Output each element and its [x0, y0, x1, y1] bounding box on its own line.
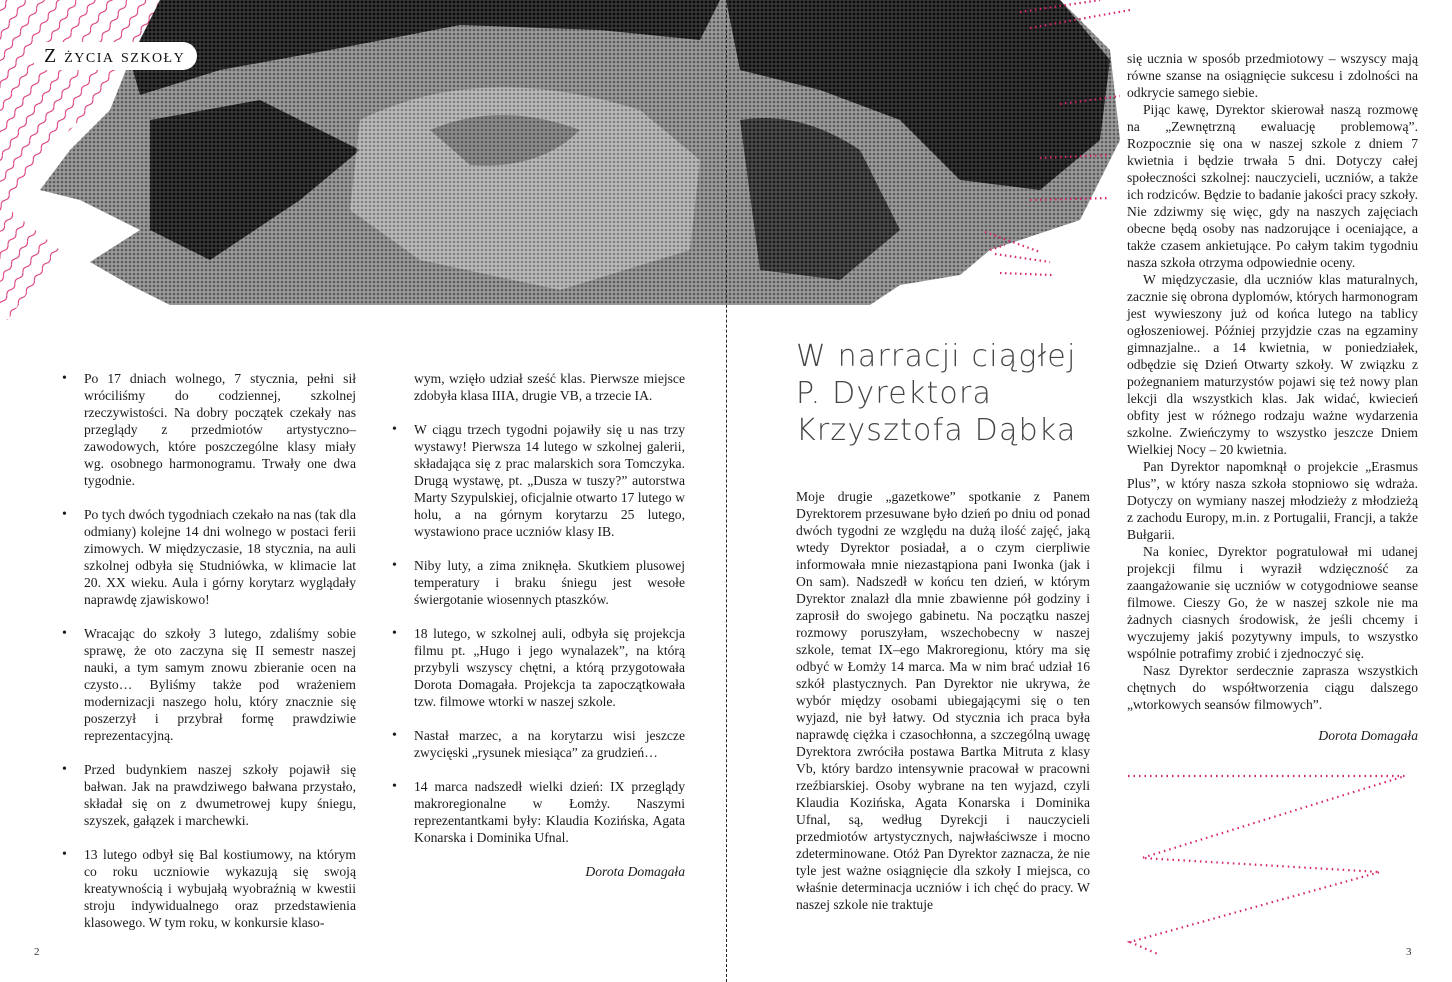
- news-item: • 13 lutego odbył się Bal kostiumowy, na którym co roku uczniowie wykazują się swoją kreatywnością i wybujałą wyobraźnią w kwestii stroju indywidualnego oraz przedstawienia klasowego. W tym roku, w konkursie klaso-: [84, 846, 356, 931]
- article-paragraph: Moje drugie „gazetkowe” spotkanie z Panem Dyrektorem przesuwane było dzień po dniu od ponad dwóch tygodni ze względu na dużą ilość zajęć, jaką wtedy Dyrektor posiadał, a o czym cierpliwie informowała mnie niezastąpiona pani Iwonka (jak i On sam). Nadszedł w końcu ten dzień, w którym Dyrektor znalazł dla mnie zbawienne pół godziny i zaprosił do swojego gabinetu. Na początku naszej rozmowy poruszyłam, wszechobecny w naszej szkole, temat IX–ego Makroregionu, który ma się odbyć w Łomży 14 marca. Ma w nim brać udział 16 szkół plastycznych. Pan Dyrektor nie ukrywa, że wybór między osobami ubiegającymi się o ten wyjazd, nie był łatwy. Od stycznia ich praca była naprawdę ciężka i czasochłonna, a szczególną uwagę Dyrektora zwróciła postawa Bartka Mitruta z klasy Vb, który bardzo intensywnie pracował w pracowni rzeźbiarskiej. Osoby wybrane na ten wyjazd, czyli Klaudia Kozińska, Agata Konarska i Dominika Ufnal, są, według Dyrekcji i nauczycieli przedmiotów artystycznych, najwłaściwsze i mocno zdeterminowane. Otóż Pan Dyrektor zaznacza, że nie tyle jest ważne osiągnięcie dla szkoły I miejsca, co właśnie determinacja uczniów i ich chęć do pracy. W naszej szkole nie traktuje: [796, 489, 1090, 912]
- news-item: • 14 marca nadszedł wielki dzień: IX przeglądy makroregionalne w Łomży. Naszymi reprezentantkami były: Klaudia Kozińska, Agata Konarska i Dominika Ufnal.: [414, 778, 685, 846]
- column-4: [1127, 50, 1418, 744]
- news-item: • 18 lutego, w szkolnej auli, odbyła się projekcja filmu pt. „Hugo i jego wynalazek”, na którą przybyli wszyscy chętni, a którą przygotowała Dorota Domagała. Projekcja ta zapoczątkowała tzw. filmowe wtorki w naszej szkole.: [414, 625, 685, 710]
- author-signature: Dorota Domagała: [585, 864, 685, 879]
- article-paragraph: Pijąc kawę, Dyrektor skierował naszą rozmowę na „Zewnętrzną ewaluację problemową”. Rozpocznie się ona w naszej szkole z dniem 7 kwietnia i będzie trwała 5 dni. Dotyczy całej społeczności szkolnej: nauczycieli, uczniów, a także ich rodziców. Będzie to badanie jakości pracy szkoły. Nie zdziwmy się więc, gdy na naszych zajęciach obecne będą osoby nas nadzorujące i oceniające, a także czasem ankietujące. Po całym takim tygodniu nasza szkoła otrzyma odpowiednie oceny.: [1127, 102, 1418, 270]
- author-signature: Dorota Domagała: [1318, 728, 1418, 743]
- article-paragraph: Pan Dyrektor napomknął o projekcie „Erasmus Plus”, w który nasza szkoła stopniowo się wdraża. Dotyczy on wymiany naszej młodzieży z młodzieżą z zachodu Europy, m.in. z Portugalii, Francji, a także Bułgarii.: [1127, 459, 1418, 542]
- page-number-right: 3: [1406, 946, 1412, 958]
- section-label: Z życia szkoły: [34, 42, 197, 70]
- article-paragraph: W międzyczasie, dla uczniów klas maturalnych, zacznie się obrona dyplomów, których harmonogram jest wywieszony już od końca lutego na tablicy ogłoszeniowej. Później przyjdzie czas na egzaminy gimnazjalne.. a 14 kwietnia, w poniedziałek, odbędzie się Dzień Otwarty szkoły. W związku z pożegnaniem maturzystów pojawi się też nowy plan lekcji dla wszystkich klas. Jak widać, kwiecień obfity jest w różnego rodzaju ważne wydarzenia szkolne. Zwieńczymy to wszystko jeszcze Dniem Wielkiej Nocy – 20 kwietnia.: [1127, 272, 1418, 457]
- article-title: [796, 338, 1096, 449]
- dotted-zigzag-decoration: [1120, 770, 1420, 960]
- title-line: W narracji ciągłej: [796, 339, 1077, 374]
- title-line: Krzysztofa Dąbka: [796, 413, 1077, 448]
- page-fold: [726, 0, 727, 982]
- column-1: [84, 370, 356, 948]
- column-3: [796, 488, 1090, 913]
- news-item: • Nastał marzec, a na korytarzu wisi jeszcze zwycięski „rysunek miesiąca” za grudzień…: [414, 727, 685, 761]
- page-number-left: 2: [34, 946, 40, 958]
- column-2: [414, 370, 685, 880]
- news-item: • Niby luty, a zima zniknęła. Skutkiem plusowej temperatury i braku śniegu jest wesołe świergotanie wiosennych ptaszków.: [414, 557, 685, 608]
- title-line: P. Dyrektora: [796, 376, 993, 411]
- news-item: • Przed budynkiem naszej szkoły pojawił się bałwan. Jak na prawdziwego bałwana przystało, składał się on z dwumetrowej kupy śniegu, szyszek, gałązek i marchewki.: [84, 761, 356, 829]
- news-item: • W ciągu trzech tygodni pojawiły się u nas trzy wystawy! Pierwsza 14 lutego w szkolnej galerii, składająca się z prac malarskich sora Tomczyka. Drugą wystawę, pt. „Dusza w tuszy?” autorstwa Marty Szypulskiej, oficjalnie otwarto 17 lutego w holu, a na górnym korytarzu 25 lutego, wystawiono prace uczniów klasy IB.: [414, 421, 685, 540]
- article-paragraph: się ucznia w sposób przedmiotowy – wszyscy mają równe szanse na osiągnięcie sukcesu i zdolności na odkrycie samego siebie.: [1127, 51, 1418, 100]
- news-list-1: [84, 370, 356, 931]
- news-item: • Po tych dwóch tygodniach czekało na nas (tak dla odmiany) kolejne 14 dni wolnego w postaci ferii zimowych. W międzyczasie, 18 stycznia, na auli szkolnej odbyła się Studniówka, w klimacie lat 20. XX wieku. Aula i górny korytarz wyglądały naprawdę zjawiskowo!: [84, 506, 356, 608]
- article-paragraph: Nasz Dyrektor serdecznie zaprasza wszystkich chętnych do współtworzenia ciągu dalszego „wtorkowych seansów filmowych”.: [1127, 663, 1418, 712]
- article-paragraph: Na koniec, Dyrektor pogratulował mi udanej projekcji filmu i wyraził wdzięczność za zaangażowanie się uczniów w cotygodniowe seanse filmowe. Cieszy Go, że w naszej szkole nie ma żadnych ciasnych środowisk, że jeśli chcemy i wyczujemy jakiś pozytywny impuls, to wszystko wspólnie potrafimy zrobić i zjednoczyć się.: [1127, 544, 1418, 661]
- news-list-2: [414, 421, 685, 846]
- news-item: • Wracając do szkoły 3 lutego, zdaliśmy sobie sprawę, że oto zaczyna się II semestr naszej nauki, a tym samym znowu zbieranie ocen na czysto… Byliśmy także pod wrażeniem modernizacji naszego holu, który znacznie się poszerzył i przybrał formę prawdziwie reprezentacyjną.: [84, 625, 356, 744]
- news-item: • Po 17 dniach wolnego, 7 stycznia, pełni sił wróciliśmy do codziennej, szkolnej rzeczywistości. Na dobry początek czekały nas przeglądy z przedmiotów artystyczno–zawodowych, które poszczególne klasy miały wg. osobnego harmonogramu. Trwały one dwa tygodnie.: [84, 370, 356, 489]
- continued-text: wym, wzięło udział sześć klas. Pierwsze miejsce zdobyła klasa IIIA, drugie VB, a trzecie IA.: [414, 371, 685, 403]
